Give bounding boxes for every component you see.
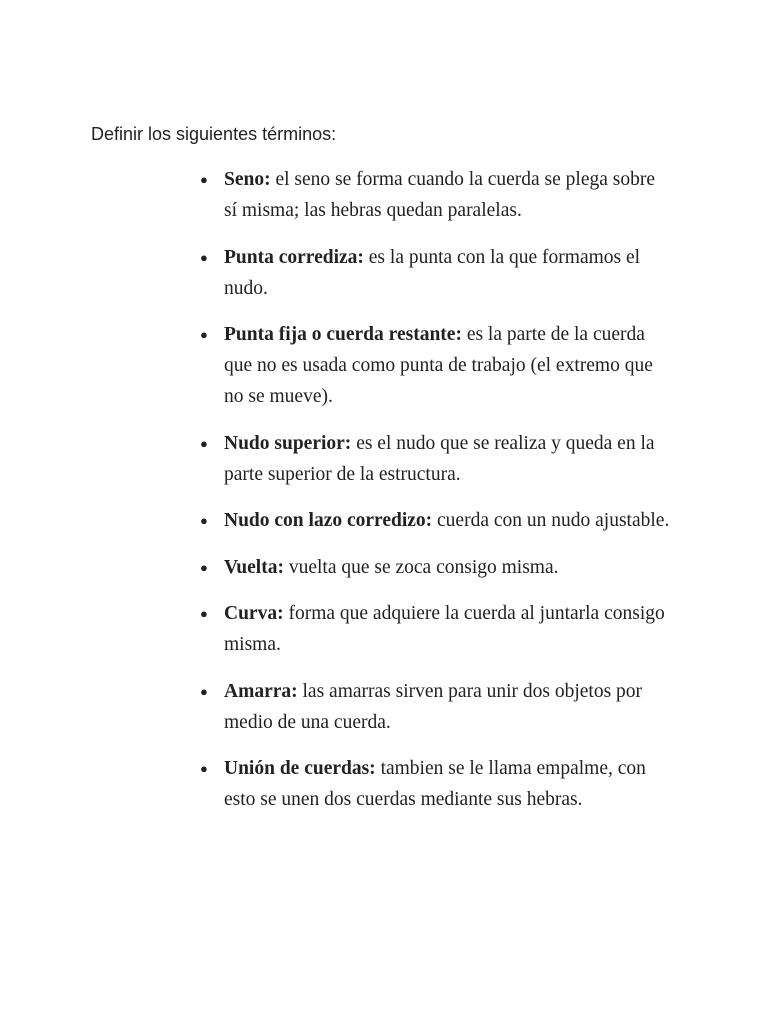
term-definition: tambien se le llama empalme, con esto se unen dos cuerdas mediante sus hebras.: [224, 758, 646, 810]
term-item-amarra: [200, 676, 670, 738]
term-label: Unión de cuerdas:: [224, 758, 376, 779]
term-definition: forma que adquiere la cuerda al juntarla consigo misma.: [224, 603, 665, 655]
term-definition: el seno se forma cuando la cuerda se plega sobre sí misma; las hebras quedan paralelas.: [224, 169, 656, 221]
terms-list: [200, 164, 670, 831]
bullet-icon: ●: [200, 683, 208, 699]
bullet-icon: ●: [200, 606, 208, 621]
page-heading: Definir los siguientes términos:: [91, 124, 337, 144]
term-item-seno: [200, 164, 670, 226]
term-label: Amarra:: [224, 680, 298, 702]
term-item-punta-corrediza: [200, 242, 670, 304]
term-definition: las amarras sirven para unir dos objetos por medio de una cuerda.: [224, 680, 643, 733]
term-item-curva: [200, 598, 670, 660]
bullet-icon: ●: [200, 513, 208, 528]
term-item-union-de-cuerdas: [200, 753, 670, 815]
bullet-icon: ●: [200, 559, 208, 575]
bullet-icon: ●: [200, 435, 208, 451]
term-definition: vuelta que se zoca consigo misma.: [288, 556, 559, 578]
bullet-icon: ●: [200, 172, 208, 187]
term-label: Punta corrediza:: [224, 246, 364, 268]
bullet-icon: ●: [200, 761, 208, 776]
term-item-nudo-superior: [200, 428, 670, 490]
term-item-nudo-lazo-corredizo: [200, 505, 670, 536]
term-item-vuelta: [200, 552, 670, 583]
bullet-icon: ●: [200, 249, 208, 265]
term-definition: es la punta con la que formamos el nudo.: [224, 246, 641, 299]
term-definition: es el nudo que se realiza y queda en la parte superior de la estructura.: [224, 432, 655, 485]
term-label: Nudo con lazo corredizo:: [224, 510, 433, 531]
term-label: Curva:: [224, 603, 284, 624]
term-item-punta-fija: [200, 319, 670, 412]
term-definition: cuerda con un nudo ajustable.: [437, 510, 670, 531]
term-label: Punta fija o cuerda restante:: [224, 324, 462, 345]
bullet-icon: ●: [200, 327, 208, 342]
term-label: Vuelta:: [224, 556, 284, 578]
term-label: Nudo superior:: [224, 432, 352, 454]
term-label: Seno:: [224, 169, 271, 190]
term-definition: es la parte de la cuerda que no es usada como punta de trabajo (el extremo que no se mueve).: [224, 324, 653, 407]
